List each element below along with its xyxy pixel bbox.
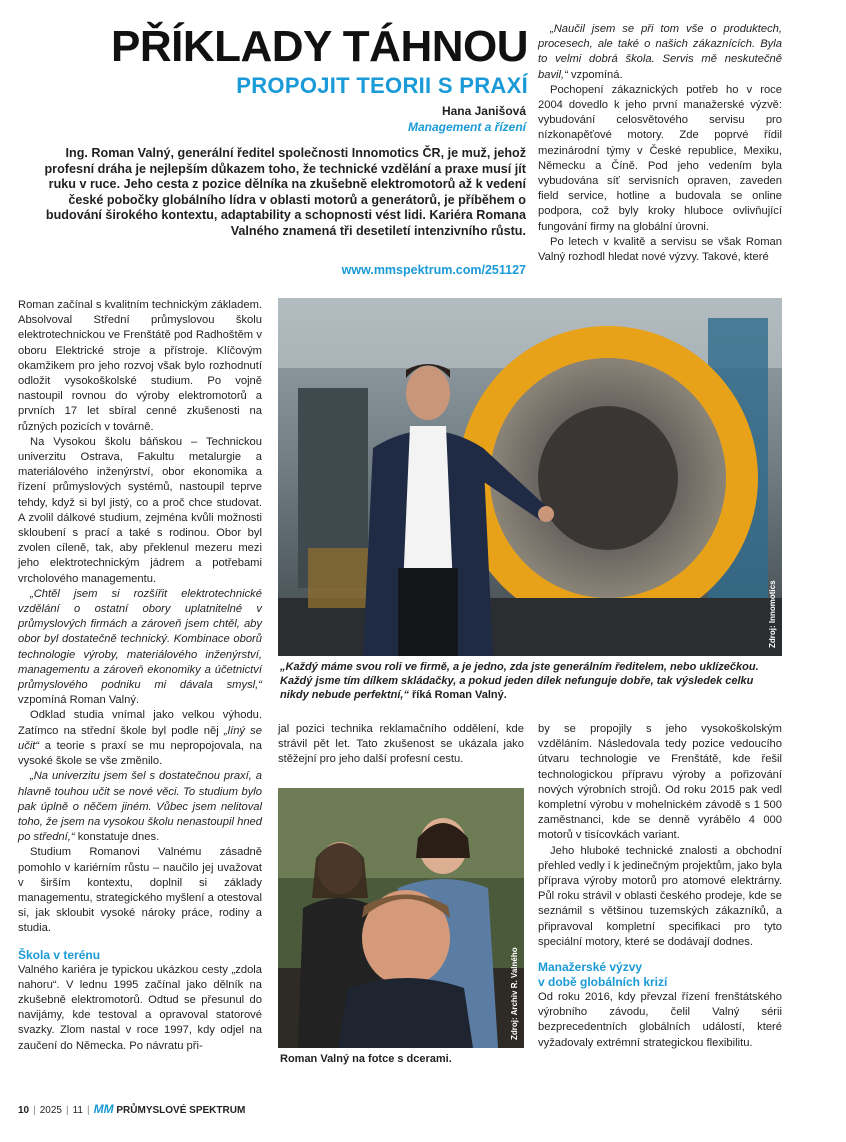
section-heading: Škola v terénu	[18, 947, 101, 962]
article-subtitle: PROPOJIT TEORII S PRAXÍ	[236, 73, 528, 98]
magazine-logo: MM	[93, 1102, 114, 1116]
magazine-name: PRŮMYSLOVÉ SPEKTRUM	[116, 1105, 246, 1116]
factory-photo-illustration	[278, 298, 782, 656]
column-right-top	[538, 22, 782, 265]
quote-paragraph: „Naučil jsem se při tom vše o produktech, procesech, ale také o našich zákaznících. Byla to velmi dobrá škola. Servis mě neskutečně bavil,“ vzpomíná.	[538, 23, 782, 81]
body-paragraph: Po letech v kvalitě a servisu se však Roman Valný rozhodl hledat nové výzvy. Takové, které	[538, 235, 782, 264]
column-left	[18, 298, 262, 1054]
body-paragraph: Roman začínal s kvalitním technickým základem. Absolvoval Střední průmyslovou školu elektrotechnickou ve Frenštátě pod Radhoštěm v oboru Elektrické stroje a přístroje. Klíčovým okamžikem pro jeho rozvoj však bylo rozhodnutí odložit vysokoškolské studium. Po vojně nastoupil rovnou do výroby elektromotorů a prvních 17 let sbíral cenné zkušenosti na různých pozicích v továrně.	[18, 299, 262, 433]
author-name: Hana Janišová	[441, 104, 526, 118]
section-label: Management a řízení	[407, 120, 526, 134]
section-heading: Manažerské výzvy	[538, 960, 643, 975]
quote-paragraph: „Chtěl jsem si rozšířit elektrotechnické vzdělání o ostatní obory uplatnitelné v průmyslových firmách a zároveň jsem chtěl, aby obor byl dostatečně technický. Kombinace oborů technologie výroby, materiálového inženýrství, managementu a zároveň ekonomiky a účetnictví průmyslového podniku mi dávala smysl,“ vzpomíná Roman Valný.	[18, 587, 262, 707]
body-paragraph: Pochopení zákaznických potřeb ho v roce 2004 dovedlo k jeho první manažerské výzvě: vybudování celosvětového servisu pro nízkonapěťové motory. Zde poprvé řídil mezinárodní týmy v České republice, Mexiku, Německu a Číně. Pod jeho vedením byla vybudována síť servisních opraven, zaveden field service, hotline a budovala se online podpora, což byly kroky hluboce ovlivňující fungování firmy na globální úrovni.	[538, 83, 782, 233]
column-right-bottom	[538, 722, 782, 1051]
body-paragraph: jal pozici technika reklamačního oddělení, kde strávil pět let. Tato zkušenost se ukázala jako stěžejní pro jeho další profesní cestu.	[278, 723, 524, 766]
body-paragraph: Od roku 2016, kdy převzal řízení frenštátského výrobního závodu, čelil Valný sérii bezprecedentních globálních událostí, které vyžadovaly extrémní strategickou flexibilitu.	[538, 991, 782, 1049]
main-photo-caption: „Každý máme svou roli ve firmě, a je jedno, zda jste generálním ředitelem, nebo uklízečkou. Každý jsme tím dílkem skládačky, a pokud jeden dílek nefunguje dobře, tak výsledek celku nikdy nebude perfektní,“ říká Roman Valný.	[280, 661, 759, 701]
lead-paragraph: Ing. Roman Valný, generální ředitel společnosti Innomotics ČR, je muž, jehož profesní dráha je nejlepším důkazem toho, že technické vzdělání a praxe musí jít ruku v ruce. Jeho cesta z pozice dělníka na zkušebně elektromotorů až k vedení české pobočky globálního lídra v oblasti motorů a generátorů, je příběhem o budování širokého kontextu, adaptability a schopnosti vést lidi. Kariéra Romana Valného znamená tři desetiletí intenzivního růstu.	[44, 146, 526, 238]
body-paragraph: Na Vysokou školu báňskou – Technickou univerzitu Ostrava, Fakultu metalurgie a materiálového inženýrství, obor ekonomika a řízení průmyslových systémů, nastoupil teprve tehdy, když si byl jistý, co a proč chce studovat. A zvolil dálkové studium, zejména kvůli možnosti skloubení s prací a také s rodinou. Obor byl zvolen cíleně, tak, aby překlenul mezeru mezi jeho elektrotechnickým jádrem a potřebami vrcholového managementu.	[18, 435, 262, 585]
family-photo-illustration	[278, 788, 524, 1048]
photo-credit: Zdroj: Archiv R. Valného	[510, 947, 519, 1040]
photo-credit: Zdroj: Innomotics	[768, 580, 777, 648]
footer-year: 2025	[39, 1105, 62, 1116]
article-title: PŘÍKLADY TÁHNOU	[110, 22, 528, 71]
page-number: 10	[18, 1105, 30, 1116]
main-photo	[278, 298, 782, 656]
section-heading-line2: v době globálních krizí	[538, 975, 668, 990]
body-paragraph: by se propojily s jeho vysokoškolským vzděláním. Následovala tedy pozice vedoucího útvaru technologie ve Frenštátě, kde řešil technologickou přípravu výroby a pořizování nových výrobních strojů. Od roku 2015 pak vedl kompletní výrobu v mohelnickém závodě s 1 500 zaměstnanci, kde se denně vyrábělo 4 000 motorů v tisícovkách variant.	[538, 723, 782, 842]
column-middle-bottom	[278, 722, 524, 768]
family-photo-caption: Roman Valný na fotce s dcerami.	[280, 1053, 452, 1065]
body-paragraph: Valného kariéra je typickou ukázkou cesty „zdola nahoru“. V lednu 1995 začínal jako dělník na zkušebně elektromotorů. Odtud se přesunul do navijámy, kde testoval a opravoval statorové svazky. Zlom nastal v roce 1997, kdy odjel na zaučení do Německa. Po návratu při-	[18, 963, 262, 1052]
footer-issue: 11	[72, 1105, 83, 1116]
family-photo	[278, 788, 524, 1048]
body-paragraph: Odklad studia vnímal jako velkou výhodu. Zatímco na střední škole byl podle něj „líný se učit“ a teorie s praxí se mu nepropojovala, na vysoké škole se vše změnilo.	[18, 709, 262, 768]
web-link[interactable]: www.mmspektrum.com/251127	[341, 263, 526, 277]
body-paragraph: Studium Romanovi Valnému zásadně pomohlo v kariérním růstu – naučilo jej uvažovat v širším kontextu, doplnil si základy managementu, strategického myšlení a otestoval si, jak skloubit vysoké nároky práce, rodiny a studia.	[18, 846, 262, 935]
body-paragraph: Jeho hluboké technické znalosti a obchodní přehled vedly i k jedinečným projektům, jako byla příprava výroby motorů pro atomové elektrárny. Půl roku strávil v oblasti českého prodeje, kde se seznámil s většinou tuzemských zákazníků, a připravoval kompletní specifikaci pro tyto speciální motory, které se dodávají dodnes.	[538, 844, 782, 948]
quote-paragraph: „Na univerzitu jsem šel s dostatečnou praxí, a hlavně touhou učit se nové věci. To studium bylo pak úplně o něčem jiném. Vůbec jsem nelitoval toho, že jsem na vysokou školu nenastoupil hned po střední,“ konstatuje dnes.	[18, 770, 262, 844]
page-footer: 10 | 2025 | 11 | MM PRŮMYSLOVÉ SPEKTRUM	[18, 1102, 246, 1116]
